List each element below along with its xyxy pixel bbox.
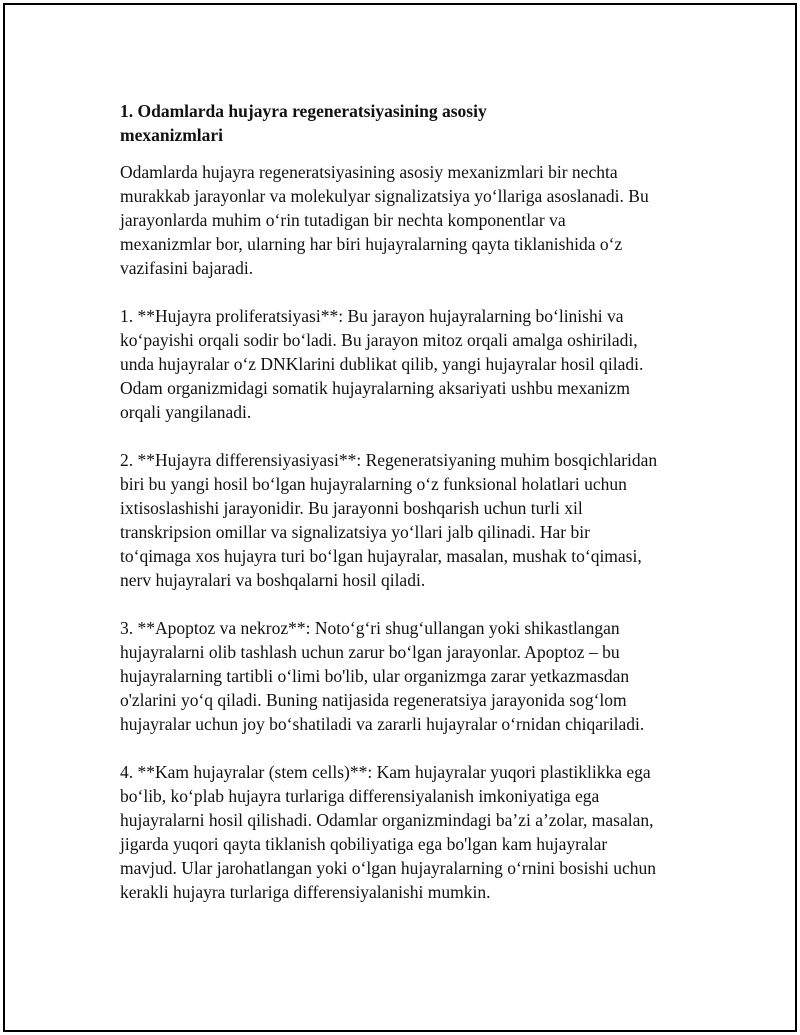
section-title: 1. Odamlarda hujayra regeneratsiyasining asosiy mexanizmlari: [120, 101, 487, 145]
intro-paragraph: Odamlarda hujayra regeneratsiyasining asosiy mexanizmlari bir nechta murakkab jarayonlar va molekulyar signalizatsiya yo‘llariga asoslanadi. Bu jarayonlarda muhim o‘rin tutadigan bir nechta komponentlar va mexanizmlar bor, ularning har biri hujayralarning qayta tiklanishida o‘z vazifasini bajaradi.: [120, 162, 649, 278]
list-item-apoptosis: 3. **Apoptoz va nekroz**: Noto‘g‘ri shug‘ullangan yoki shikastlangan hujayralarni olib tashlash uchun zarur bo‘lgan jarayonlar. Apoptoz – bu hujayralarning tartibli o‘limi bo'lib, ular organizmga zarar yetkazmasdan o'zlarini yo‘q qiladi. Buning natijasida regeneratsiya jarayonida sog‘lom hujayralar uchun joy bo‘shatiladi va zararli hujayralar o‘rnidan chiqariladi.: [120, 618, 645, 734]
document-page: [3, 3, 797, 1032]
document-content: [120, 99, 692, 904]
list-item-differentiation: 2. **Hujayra differensiyasiyasi**: Regeneratsiyaning muhim bosqichlaridan biri bu yangi hosil bo‘lgan hujayralarning o‘z funksional holatlari uchun ixtisoslashishi jarayonidir. Bu jarayonni boshqarish uchun turli xil transkripsion omillar va signalizatsiya yo‘llari jalb qilinadi. Har bir to‘qimaga xos hujayra turi bo‘lgan hujayralar, masalan, mushak to‘qimasi, nerv hujayralari va boshqalarni hosil qiladi.: [120, 450, 658, 590]
list-item-proliferation: 1. **Hujayra proliferatsiyasi**: Bu jarayon hujayralarning bo‘linishi va ko‘payishi orqali sodir bo‘ladi. Bu jarayon mitoz orqali amalga oshiriladi, unda hujayralar o‘z DNKlarini dublikat qilib, yangi hujayralar hosil qiladi. Odam organizmidagi somatik hujayralarning aksariyati ushbu mexanizm orqali yangilanadi.: [120, 306, 644, 422]
list-item-stem-cells: 4. **Kam hujayralar (stem cells)**: Kam hujayralar yuqori plastiklikka ega bo‘lib, ko‘plab hujayra turlariga differensiyalanish imkoniyatiga ega hujayralarni hosil qilishadi. Odamlar organizmindagi ba’zi a’zolar, masalan, jigarda yuqori qayta tiklanish qobiliyatiga ega bo'lgan kam hujayralar mavjud. Ular jarohatlangan yoki o‘lgan hujayralarning o‘rnini bosishi uchun kerakli hujayra turlariga differensiyalanishi mumkin.: [120, 762, 657, 902]
